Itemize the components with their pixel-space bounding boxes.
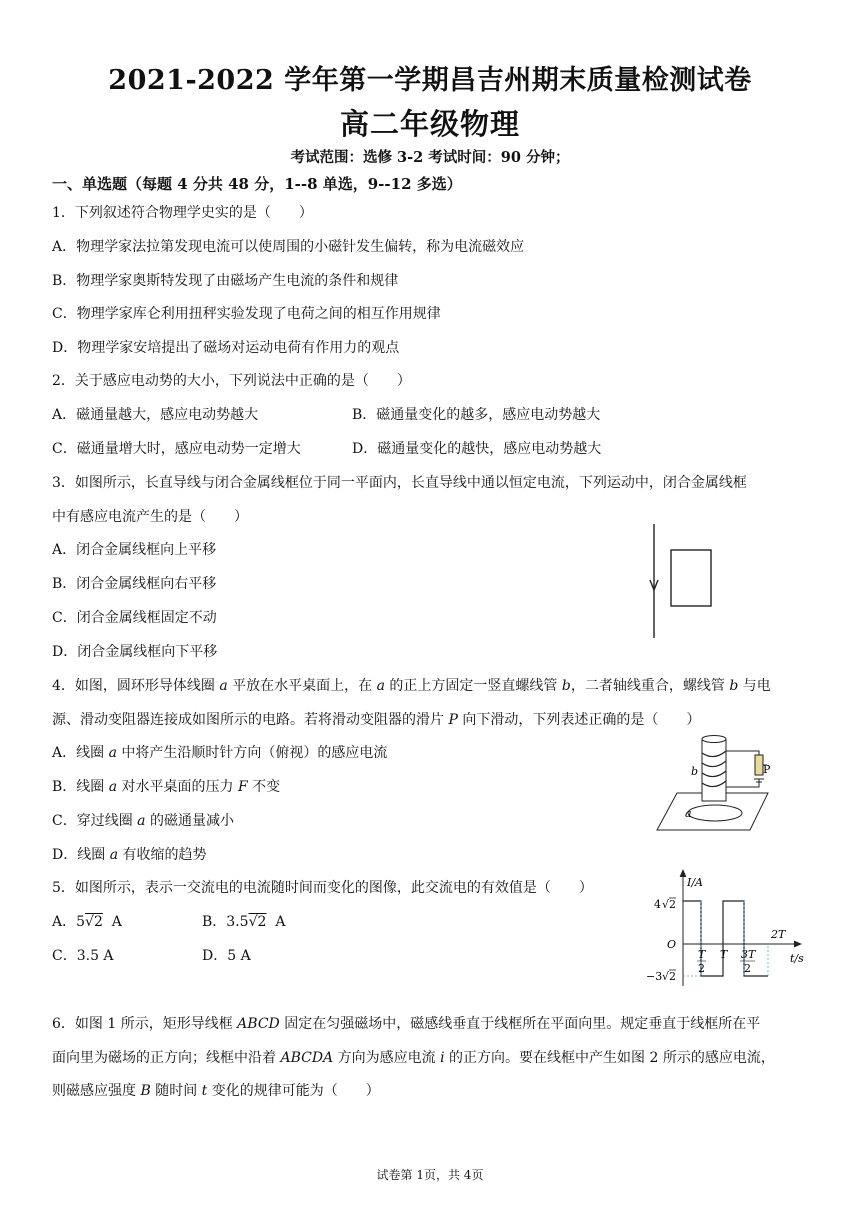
x-tick-t: T (720, 948, 728, 961)
solenoid-b-label: b (691, 765, 699, 778)
solenoid-b (702, 739, 726, 801)
x-axis-arrow-icon (794, 941, 801, 947)
q2-option-a: A．磁通量越大，感应电动势越大 (52, 407, 259, 423)
q4-stem-line1: 4．如图，圆环形导体线圈 a 平放在水平桌面上，在 a 的正上方固定一竖直螺线管 b，二者轴线重合，螺线管 b 与电 (52, 678, 771, 694)
q6-line3: 则磁感应强度 B 随时间 t 变化的规律可能为（ ） (52, 1083, 380, 1099)
rheostat (755, 755, 763, 775)
svg-text:√: √ (662, 970, 670, 983)
q3-stem-line1: 3．如图所示，长直导线与闭合金属线框位于同一平面内，长直导线中通以恒定电流，下列运动中，闭合金属线框 (52, 475, 747, 491)
q1-option-a: A．物理学家法拉第发现电流可以使周围的小磁针发生偏转，称为电流磁效应 (52, 239, 525, 255)
x-tick-2t: 2T (771, 928, 786, 941)
q4-option-c: C．穿过线圈 a 的磁通量减小 (52, 813, 234, 829)
origin-label: O (667, 938, 677, 951)
q5-option-d: D．5 A (202, 948, 251, 964)
slider-p-label: P (763, 763, 771, 776)
q5-option-b: B．3.5√2 A (202, 914, 286, 930)
q4-stem-line2: 源、滑动变阻器连接成如图所示的电路。若将滑动变阻器的滑片 P 向下滑动，下列表述正确的是（ ） (52, 712, 701, 728)
q5-current-graph (640, 866, 815, 990)
x-axis-label: t/s (790, 952, 804, 965)
q1-option-d: D．物理学家安培提出了磁场对运动电荷有作用力的观点 (52, 340, 400, 356)
q1-stem: 1．下列叙述符合物理学史实的是（ ） (52, 205, 313, 221)
exam-info: 考试范围：选修 3-2 考试时间：90 分钟； (290, 149, 570, 166)
current-waveform (683, 901, 768, 976)
y-tick-top: 4 (654, 898, 661, 911)
y-axis-arrow-icon (680, 870, 686, 877)
q3-option-b: B．闭合金属线框向右平移 (52, 576, 217, 592)
section-heading: 一、单选题（每题 4 分共 48 分，1--8 单选，9--12 多选） (52, 175, 462, 193)
exam-title: 2021-2022 学年第一学期昌吉州期末质量检测试卷 (108, 65, 752, 96)
q3-figure (640, 522, 720, 642)
q3-option-c: C．闭合金属线框固定不动 (52, 610, 217, 626)
q3-stem-line2: 中有感应电流产生的是（ ） (52, 509, 248, 525)
q4-option-b: B．线圈 a 对水平桌面的压力 F 不变 (52, 779, 281, 795)
q1-option-c: C．物理学家库仑利用扭秤实验发现了电荷之间的相互作用规律 (52, 306, 441, 322)
q5-stem: 5．如图所示，表示一交流电的电流随时间而变化的图像，此交流电的有效值是（ ） (52, 880, 593, 896)
svg-text:2: 2 (698, 962, 705, 975)
q2-option-b: B．磁通量变化的越多，感应电动势越大 (352, 407, 601, 423)
coil-a (688, 805, 742, 821)
x-tick-three-half-t: 3T (741, 948, 756, 961)
y-axis-label: I/A (687, 876, 703, 889)
coil-a-label: a (685, 807, 692, 820)
svg-text:2: 2 (669, 970, 676, 983)
q5-option-c: C．3.5 A (52, 948, 114, 964)
q1-option-b: B．物理学家奥斯特发现了由磁场产生电流的条件和规律 (52, 273, 399, 289)
svg-text:2: 2 (744, 962, 751, 975)
y-tick-bottom: −3 (646, 970, 663, 983)
q5-option-a: A．5√2 A (52, 914, 122, 930)
q2-stem: 2．关于感应电动势的大小，下列说法中正确的是（ ） (52, 373, 411, 389)
svg-text:√: √ (662, 898, 670, 911)
q4-figure (655, 735, 775, 833)
exam-subtitle: 高二年级物理 (339, 107, 520, 141)
q2-option-c: C．磁通量增大时，感应电动势一定增大 (52, 441, 301, 457)
page-footer: 试卷第 1页，共 4页 (376, 1168, 484, 1182)
q6-line2: 面向里为磁场的正方向；线框中沿着 ABCDA 方向为感应电流 i 的正方向。要在线框中产生如图 2 所示的感应电流， (52, 1050, 775, 1066)
q3-option-a: A．闭合金属线框向上平移 (52, 542, 217, 558)
q2-option-d: D．磁通量变化的越快，感应电动势越大 (352, 441, 602, 457)
q3-option-d: D．闭合金属线框向下平移 (52, 644, 218, 660)
svg-text:2: 2 (669, 898, 676, 911)
q6-line1: 6．如图 1 所示，矩形导线框 ABCD 固定在匀强磁场中，磁感线垂直于线框所在平面向里。规定垂直于线框所在平 (52, 1016, 761, 1032)
circuit-wire (726, 751, 759, 787)
q4-option-a: A．线圈 a 中将产生沿顺时针方向（俯视）的感应电流 (52, 745, 388, 761)
x-tick-half-t: T (698, 948, 706, 961)
q4-option-d: D．线圈 a 有收缩的趋势 (52, 847, 207, 863)
metal-frame (671, 550, 711, 606)
